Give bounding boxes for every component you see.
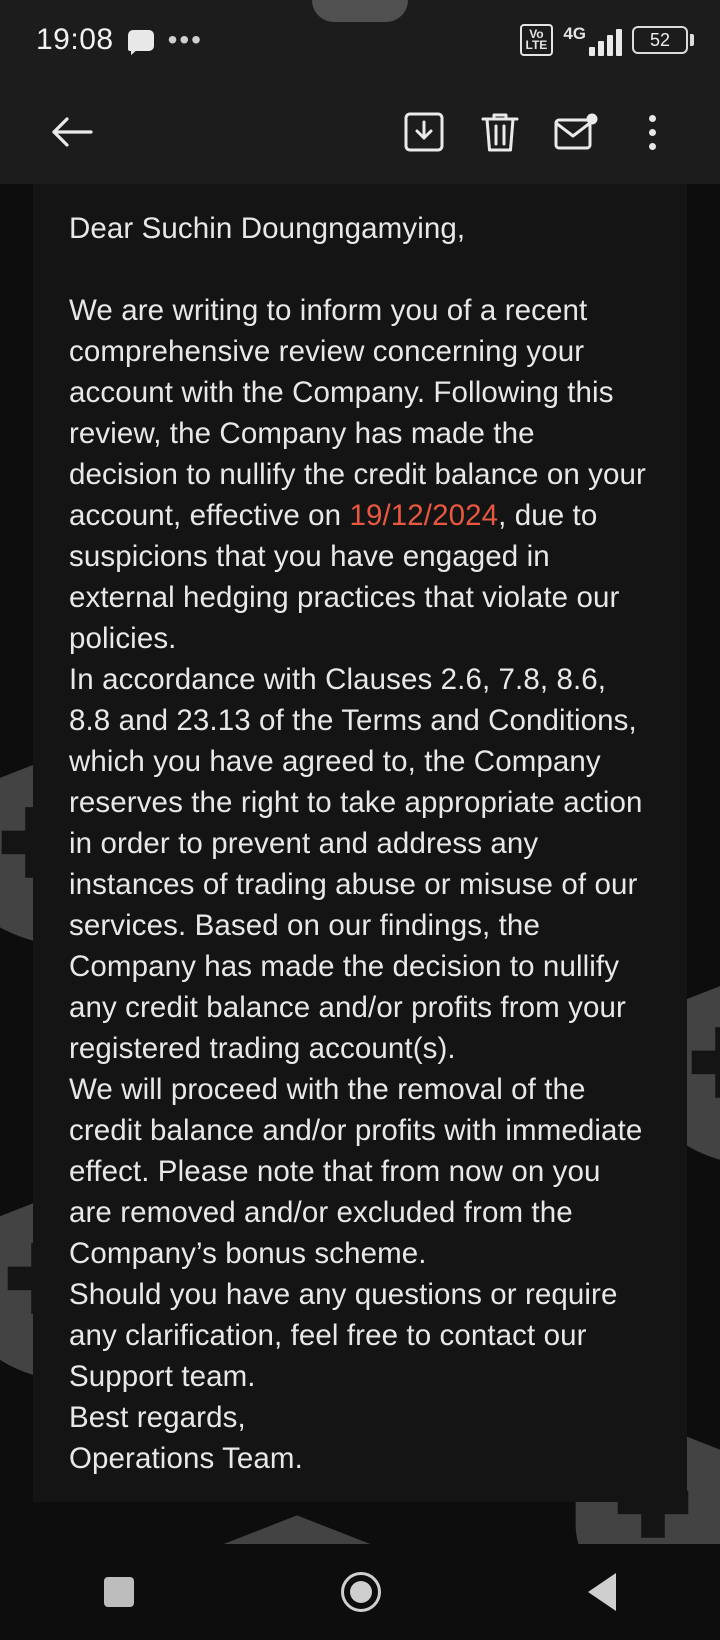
mark-unread-icon[interactable] <box>538 94 614 170</box>
camera-notch <box>312 0 408 22</box>
delete-icon[interactable] <box>462 94 538 170</box>
email-paragraph-2: In accordance with Clauses 2.6, 7.8, 8.6, 8.8 and 23.13 of the Terms and Conditions, which you have agreed to, the Company reserves the right to take appropriate action in order to prevent and address any instances of trading abuse or misuse of our services. Based on our findings, the Company has made the decision to nullify any credit balance and/or profits from your registered trading account(s). <box>69 663 643 1065</box>
chat-bubble-icon <box>128 30 154 51</box>
signal-icon <box>563 24 622 56</box>
email-signoff: Best regards, <box>69 1401 246 1434</box>
back-button[interactable] <box>588 1573 616 1611</box>
effective-date: 19/12/2024 <box>349 499 499 532</box>
status-bar-left <box>36 23 203 57</box>
email-action-bar <box>0 80 720 184</box>
battery-cap <box>690 34 694 46</box>
more-options-icon[interactable] <box>614 94 690 170</box>
paragraph-gap <box>33 249 687 290</box>
status-bar-right <box>520 24 694 56</box>
volte-icon <box>520 24 554 56</box>
battery-level-label: 52 <box>632 26 688 54</box>
email-signature: Operations Team. <box>69 1442 303 1475</box>
kebab-dots <box>649 115 656 150</box>
paragraph-1-part-2: , due to suspicions that you have engaged in external hedging practices that violate our policies. <box>69 499 620 655</box>
network-type-label: 4G <box>563 24 586 43</box>
recents-button[interactable] <box>104 1577 134 1607</box>
email-paragraph-4: Should you have any questions or require any clarification, feel free to contact our Support team. <box>69 1278 618 1393</box>
status-time: 19:08 <box>36 23 114 56</box>
email-paragraph-1 <box>33 290 687 659</box>
battery-icon <box>632 26 694 54</box>
email-paragraph-3: We will proceed with the removal of the credit balance and/or profits with immediate effect. Please note that from now on you are removed and/or excluded from the Company’s bonus scheme. <box>69 1073 643 1270</box>
signal-bars-icon <box>589 26 622 56</box>
paragraph-1-part-1: We are writing to inform you of a recent comprehensive review concerning your account with the Company. Following this review, the Company has made the decision to nullify the credit balance on your account, effective on <box>69 294 646 532</box>
back-arrow-icon[interactable] <box>34 94 110 170</box>
home-button[interactable] <box>341 1572 381 1612</box>
email-greeting: Dear Suchin Doungngamying, <box>69 212 466 245</box>
archive-icon[interactable] <box>386 94 462 170</box>
android-nav-bar <box>0 1544 720 1640</box>
volte-bottom-label: LTE <box>525 38 548 52</box>
more-dots-icon: ••• <box>167 24 203 55</box>
email-body[interactable] <box>33 184 687 1502</box>
volte-top-label: Vo <box>529 27 544 41</box>
